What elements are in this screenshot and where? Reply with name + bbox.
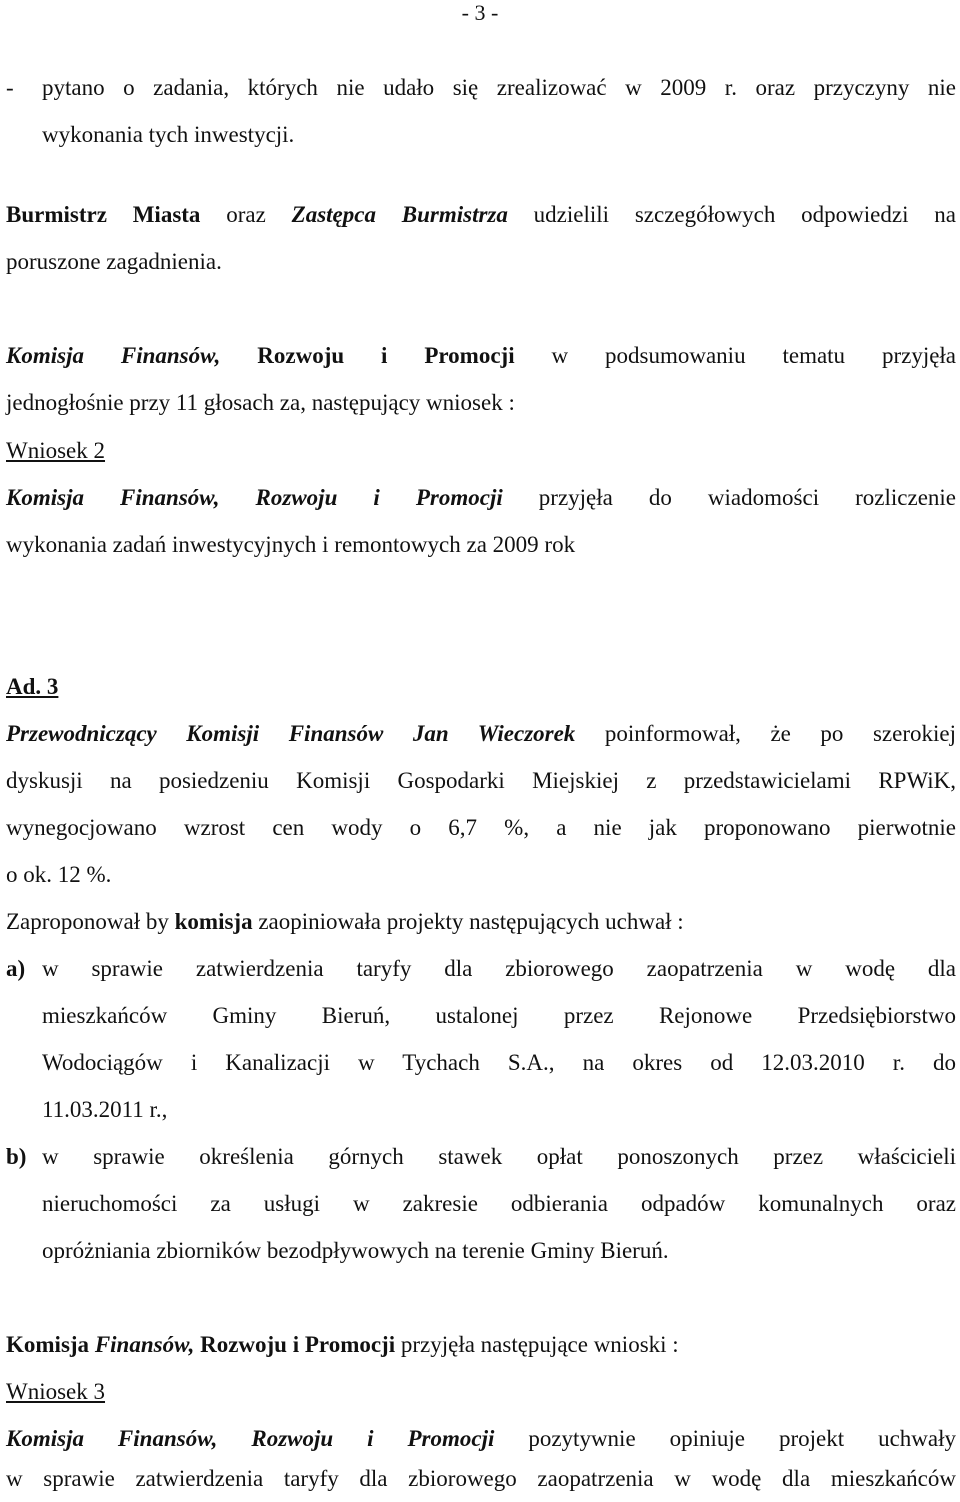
paragraph-zaproponowal xyxy=(6,898,956,945)
paragraph-komisja-line-1 xyxy=(6,332,956,379)
paragraph-burmistrz-line-1 xyxy=(6,191,956,238)
ad-3-heading xyxy=(6,663,956,710)
bold-italic-text: Komisja Finansów, Rozwoju i Promocji xyxy=(6,1426,495,1451)
heading-text: Ad. 3 xyxy=(6,674,59,699)
page-number: - 3 - xyxy=(461,0,499,25)
bold-italic-text: Zastępca Burmistrza xyxy=(291,202,508,227)
bold-text: Rozwoju i Promocji xyxy=(220,343,515,368)
bold-italic-text: Finansów, xyxy=(89,1332,195,1357)
list-item-b-line-1: w sprawie określenia górnych stawek opłat ponoszonych przez właścicieli xyxy=(42,1144,956,1169)
plain-text: pozytywnie opiniuje projekt uchwały xyxy=(494,1426,956,1451)
bullet-line-1: pytano o zadania, których nie udało się zrealizować w 2009 r. oraz przyczyny nie xyxy=(42,75,956,100)
plain-text: poinformował, że po szerokiej xyxy=(575,721,956,746)
plain-text: przyjęła do wiadomości rozliczenie xyxy=(502,485,956,510)
paragraph-przewodniczacy-line-3: wynegocjowano wzrost cen wody o 6,7 %, a nie jak proponowano pierwotnie xyxy=(6,815,956,840)
plain-text: w podsumowaniu tematu przyjęła xyxy=(514,343,957,368)
bold-italic-text: Komisja Finansów, Rozwoju i Promocji xyxy=(6,485,503,510)
bullet-dash: - xyxy=(6,75,14,100)
list-label-b: b) xyxy=(6,1144,27,1169)
list-item-a-line-2: mieszkańców Gminy Bieruń, ustalonej przez Rejonowe Przedsiębiorstwo xyxy=(42,1003,956,1028)
bold-text: komisja xyxy=(174,909,253,934)
paragraph-burmistrz-line-2: poruszone zagadnienia. xyxy=(6,249,222,274)
paragraph-wniosek-2-line-1 xyxy=(6,474,956,521)
list-item-a-line-4: 11.03.2011 r., xyxy=(42,1097,168,1122)
heading-text: Wniosek 3 xyxy=(6,1379,106,1404)
bold-text: Komisja xyxy=(6,1332,90,1357)
bold-text: Rozwoju i Promocji xyxy=(194,1332,396,1357)
paragraph-wniosek-2-line-2: wykonania zadań inwestycyjnych i remontowych za 2009 rok xyxy=(6,532,576,557)
list-item-a-line-1: w sprawie zatwierdzenia taryfy dla zbiorowego zaopatrzenia w wodę dla xyxy=(42,956,956,981)
wniosek-2-heading xyxy=(6,427,956,474)
bullet-line-2: wykonania tych inwestycji. xyxy=(42,122,295,147)
list-item-b-line-3: opróżniania zbiorników bezodpływowych na terenie Gminy Bieruń. xyxy=(42,1238,669,1263)
plain-text: Zaproponował by xyxy=(6,909,175,934)
paragraph-przewodniczacy-line-2: dyskusji na posiedzeniu Komisji Gospodarki Miejskiej z przedstawicielami RPWiK, xyxy=(6,768,956,793)
plain-text: oraz xyxy=(200,202,292,227)
paragraph-wniosek-3-line-2: w sprawie zatwierdzenia taryfy dla zbiorowego zaopatrzenia w wodę dla mieszkańców xyxy=(6,1466,956,1491)
paragraph-przewodniczacy-line-4: o ok. 12 %. xyxy=(6,862,112,887)
plain-text: udzielili szczegółowych odpowiedzi na xyxy=(507,202,956,227)
plain-text: zaopiniowała projekty następujących uchwał : xyxy=(252,909,684,934)
list-label-a: a) xyxy=(6,956,26,981)
paragraph-komisja-line-2: jednogłośnie przy 11 głosach za, następujący wniosek : xyxy=(6,390,515,415)
bold-text: Burmistrz Miasta xyxy=(6,202,201,227)
heading-text: Wniosek 2 xyxy=(6,438,106,463)
paragraph-komisja-wnioski xyxy=(6,1321,956,1368)
list-item-a-line-3: Wodociągów i Kanalizacji w Tychach S.A., na okres od 12.03.2010 r. do xyxy=(42,1050,956,1075)
bold-italic-text: Przewodniczący Komisji Finansów Jan Wieczorek xyxy=(6,721,576,746)
wniosek-3-heading xyxy=(6,1368,956,1415)
plain-text: przyjęła następujące wnioski : xyxy=(395,1332,679,1357)
bold-italic-text: Komisja Finansów, xyxy=(6,343,221,368)
list-item-b-line-2: nieruchomości za usługi w zakresie odbierania odpadów komunalnych oraz xyxy=(42,1191,956,1216)
paragraph-przewodniczacy-line-1 xyxy=(6,710,956,757)
